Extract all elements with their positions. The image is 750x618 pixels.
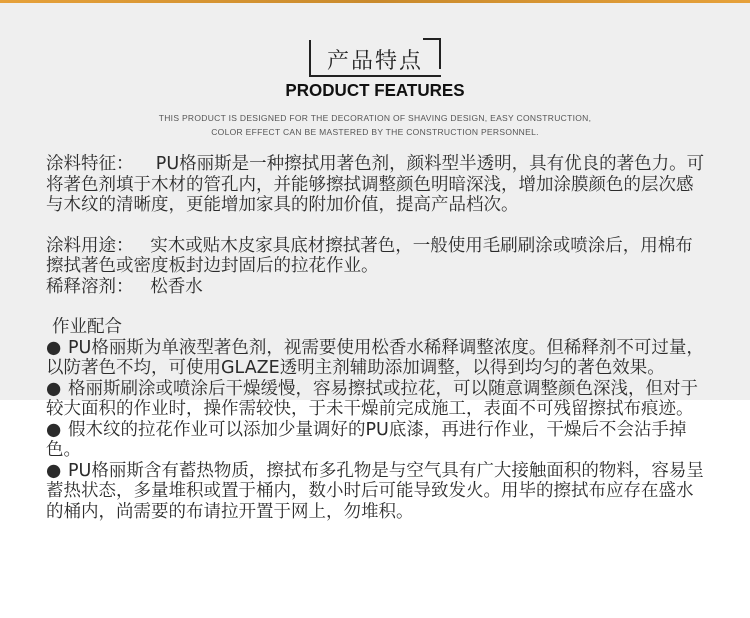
features-paragraph [46, 154, 710, 216]
operation-item [46, 338, 710, 379]
caption [0, 111, 750, 139]
section-heading [0, 38, 750, 139]
title-english: PRODUCT FEATURES [285, 80, 465, 101]
usage-label: 涂料用途： [46, 235, 134, 256]
operation-item-text: PU格丽斯含有蓄热物质，擦拭布多孔物是与空气具有广大接触面积的物料，容易呈蓄热状态，多量堆积或置于桶内，数小时后可能导致发火。用毕的擦拭布应存在盛水的桶内，尚需要的布请拉开置于网上，勿堆积。 [46, 460, 704, 522]
operation-item-text: 假木纹的拉花作业可以添加少量调好的PU底漆，再进行作业，干燥后不会沾手掉色。 [46, 419, 687, 460]
bullet-icon: ● [46, 419, 62, 440]
operation-item [46, 420, 710, 461]
bullet-icon: ● [46, 460, 62, 481]
bullet-icon: ● [46, 378, 62, 399]
operation-item [46, 461, 710, 523]
operation-label: 作业配合 [52, 317, 122, 337]
bullet-icon: ● [46, 337, 62, 358]
thinner-paragraph [46, 277, 710, 298]
usage-paragraph [46, 236, 710, 277]
operation-item-text: PU格丽斯为单液型著色剂，视需要使用松香水稀释调整浓度。但稀释剂不可过量，以防著色不均，可使用GLAZE透明主剂辅助添加调整，以得到均匀的著色效果。 [46, 337, 704, 378]
content-body [46, 154, 710, 522]
thinner-text: 松香水 [150, 276, 203, 297]
caption-line-1: THIS PRODUCT IS DESIGNED FOR THE DECORATION OF SHAVING DESIGN, EASY CONSTRUCTION, [158, 113, 592, 123]
spacer [46, 216, 710, 236]
operation-item-text: 格丽斯刷涂或喷涂后干燥缓慢，容易擦拭或拉花，可以随意调整颜色深浅，但对于较大面积的作业时，操作需较快，于未干燥前完成施工，表面不可残留擦拭布痕迹。 [46, 378, 698, 419]
thinner-label: 稀释溶剂： [46, 276, 134, 297]
spacer [46, 297, 710, 317]
usage-text: 实木或贴木皮家具底材擦拭著色，一般使用毛刷刷涂或喷涂后，用棉布擦拭著色或密度板封边封固后的拉花作业。 [46, 235, 693, 276]
title-frame [309, 38, 441, 77]
features-label: 涂料特征： [46, 154, 134, 174]
features-text: PU格丽斯是一种擦拭用著色剂，颜料型半透明，具有优良的著色力。可将著色剂填于木材的管孔内，并能够擦拭调整颜色明暗深浅，增加涂膜颜色的层次感与木纹的清晰度，更能增加家具的附加价值，提高产品档次。 [46, 154, 705, 215]
title-chinese: 产品特点 [326, 49, 423, 74]
operation-item [46, 379, 710, 420]
caption-line-2: COLOR EFFECT CAN BE MASTERED BY THE CONSTRUCTION PERSONNEL. [211, 127, 539, 137]
title-frame-underline [309, 75, 441, 77]
top-accent-strip [0, 0, 750, 3]
